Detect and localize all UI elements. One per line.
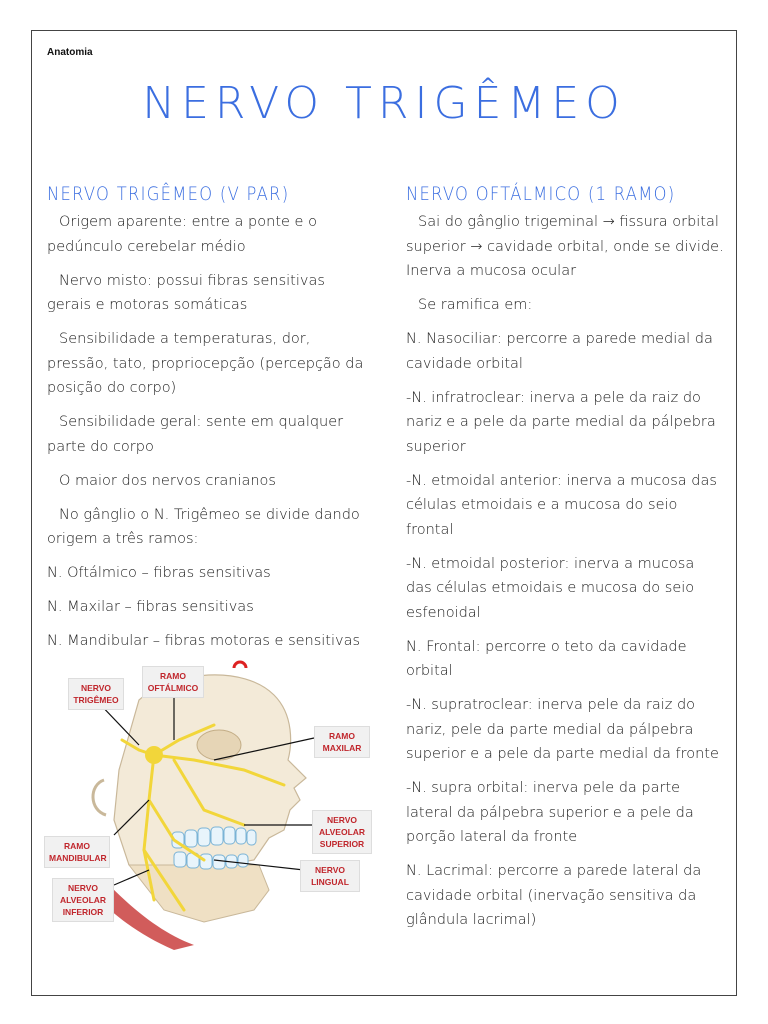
- figure-label-nervo-trigemeo: NERVO TRIGÊMEO: [68, 678, 124, 710]
- figure-label-ramo-oftalmico: RAMO OFTÁLMICO: [142, 666, 204, 698]
- paragraph: N. Frontal: percorre o teto da cavidade orbital: [406, 638, 687, 679]
- figure-label-ramo-maxilar: RAMO MAXILAR: [314, 726, 370, 758]
- section-title-oftalmico: NERVO OFTÁLMICO (1 RAMO): [406, 183, 676, 205]
- paragraph: N. Nasociliar: percorre a parede medial da cavidade orbital: [406, 331, 713, 372]
- right-column: [406, 178, 724, 942]
- trigeminal-nerve-illustration: [44, 660, 374, 950]
- paragraph: Nervo misto: possui fibras sensitivas gerais e motoras somáticas: [47, 272, 325, 313]
- header-label: Anatomia: [47, 47, 93, 58]
- paragraph: Origem aparente: entre a ponte e o pedúnculo cerebelar médio: [47, 214, 317, 255]
- paragraph: N. Lacrimal: percorre a parede lateral da cavidade orbital (inervação sensitiva da glândula lacrimal): [406, 863, 702, 928]
- branch-item: N. Maxilar – fibras sensitivas: [47, 599, 254, 615]
- paragraph: O maior dos nervos cranianos: [59, 472, 276, 489]
- figure-label-nervo-lingual: NERVO LINGUAL: [300, 860, 360, 892]
- paragraph: -N. etmoidal posterior: inerva a mucosa das células etmoidais e mucosa do seio esfenoidal: [406, 555, 695, 621]
- figure-label-nervo-alveolar-inferior: NERVO ALVEOLAR INFERIOR: [52, 878, 114, 922]
- paragraph: Sensibilidade geral: sente em qualquer parte do corpo: [47, 414, 344, 455]
- branch-item: N. Mandibular – fibras motoras e sensitivas: [47, 633, 361, 649]
- paragraph: Sai do gânglio trigeminal → fissura orbital superior → cavidade orbital, onde se divide. Inerva a mucosa ocular: [406, 214, 724, 279]
- page-title: NERVO TRIGÊMEO: [142, 78, 626, 129]
- left-column: [47, 178, 372, 663]
- figure-label-nervo-alveolar-superior: NERVO ALVEOLAR SUPERIOR: [312, 810, 372, 854]
- paragraph: -N. supratroclear: inerva pele da raiz do nariz, pele da parte medial da pálpebra superior e a pele da parte medial da fronte: [406, 697, 719, 762]
- paragraph: -N. etmoidal anterior: inerva a mucosa das células etmoidais e a mucosa do seio frontal: [406, 472, 717, 538]
- paragraph: No gânglio o N. Trigêmeo se divide dando origem a três ramos:: [47, 506, 360, 547]
- paragraph: Se ramifica em:: [418, 297, 533, 313]
- figure-label-ramo-mandibular: RAMO MANDIBULAR: [44, 836, 110, 868]
- paragraph: Sensibilidade a temperaturas, dor, pressão, tato, propriocepção (percepção da posição do corpo): [47, 331, 364, 396]
- branch-item: N. Oftálmico – fibras sensitivas: [47, 565, 271, 581]
- paragraph: -N. infratroclear: inerva a pele da raiz do nariz e a pele da parte medial da pálpebra superior: [406, 389, 716, 455]
- section-title-trigemeo: NERVO TRIGÊMEO (V PAR): [47, 183, 290, 205]
- paragraph: -N. supra orbital: inerva pele da parte lateral da pálpebra superior e a pele da porção lateral da fronte: [406, 780, 694, 845]
